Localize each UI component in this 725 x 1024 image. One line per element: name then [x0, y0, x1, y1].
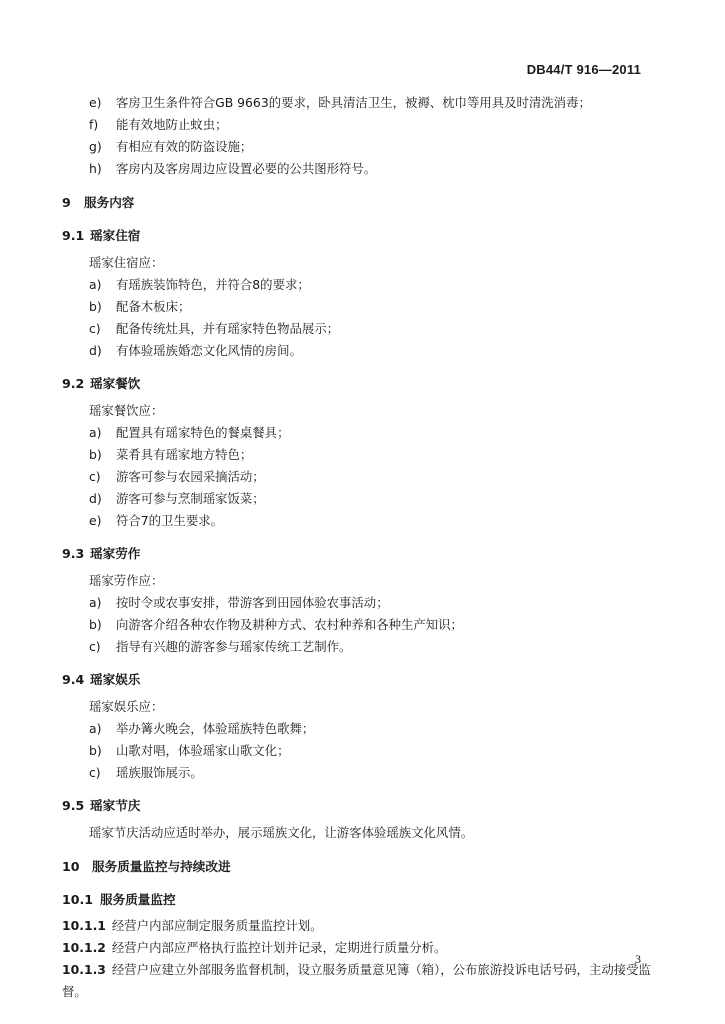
item-text: 菜肴具有瑶家地方特色；: [116, 447, 253, 462]
subsection-number: 10.1: [62, 892, 94, 907]
section-title: 服务内容: [84, 195, 135, 210]
list-item: [62, 158, 652, 180]
item-text: 配备传统灶具，并有瑶家特色物品展示；: [116, 321, 340, 336]
item-marker: a): [89, 595, 102, 610]
subsection-title: 瑶家餐饮: [90, 376, 141, 391]
page-number: 3: [635, 952, 641, 966]
item-text: 按时令或农事安排，带游客到田园体验农事活动；: [116, 595, 389, 610]
section-title: 服务质量监控与持续改进: [92, 859, 231, 874]
clause-text: 经营户应建立外部服务监督机制，设立服务质量意见簿（箱），公布旅游投诉电话号码，主动接受监督。: [62, 962, 651, 999]
item-text: 客房卫生条件符合GB 9663的要求，卧具清洁卫生，被褥、枕巾等用具及时清洗消毒；: [116, 95, 591, 110]
section-number: 9: [62, 195, 71, 210]
clause-text: 经营户内部应严格执行监控计划并记录，定期进行质量分析。: [111, 940, 447, 955]
subsection-number: 9.2: [62, 376, 85, 391]
subsection-heading: [62, 889, 652, 911]
item-text: 指导有兴趣的游客参与瑶家传统工艺制作。: [116, 639, 352, 654]
item-marker: b): [89, 447, 102, 462]
section-heading: [62, 856, 652, 878]
item-text: 有相应有效的防盗设施；: [116, 139, 253, 154]
item-text: 有瑶族装饰特色，并符合8的要求；: [116, 277, 310, 292]
subsection-number: 9.3: [62, 546, 85, 561]
subsection-heading: [62, 795, 652, 817]
item-marker: c): [89, 639, 101, 654]
clause-number: 10.1.2: [62, 940, 106, 955]
list-item: [62, 636, 652, 658]
list-item: [62, 466, 652, 488]
item-text: 瑶族服饰展示。: [116, 765, 203, 780]
list-item: [62, 340, 652, 362]
subsection-intro: 瑶家住宿应：: [89, 255, 164, 270]
subsection-heading: [62, 543, 652, 565]
list-item: [62, 318, 652, 340]
subsection-heading: [62, 669, 652, 691]
item-text: 游客可参与烹制瑶家饭菜；: [116, 491, 265, 506]
clause-paragraph: [62, 915, 652, 937]
item-marker: c): [89, 321, 101, 336]
item-text: 向游客介绍各种农作物及耕种方式、农村种养和各种生产知识；: [116, 617, 463, 632]
list-item: [62, 740, 652, 762]
item-text: 客房内及客房周边应设置必要的公共图形符号。: [116, 161, 377, 176]
subsection-title: 瑶家节庆: [90, 798, 141, 813]
section-heading: [62, 192, 652, 214]
item-marker: b): [89, 743, 102, 758]
clause-paragraph: [62, 937, 652, 959]
subsection-heading: [62, 225, 652, 247]
subsection-number: 9.1: [62, 228, 85, 243]
section-number: 10: [62, 859, 80, 874]
list-item: [62, 92, 652, 114]
clause-number: 10.1.1: [62, 918, 106, 933]
clause-paragraph: [62, 959, 652, 1003]
subsection-intro: 瑶家娱乐应：: [89, 699, 164, 714]
item-marker: a): [89, 425, 102, 440]
subsection-title: 瑶家住宿: [90, 228, 141, 243]
list-item: [62, 592, 652, 614]
item-text: 配备木板床；: [116, 299, 191, 314]
item-text: 游客可参与农园采摘活动；: [116, 469, 265, 484]
subsection-heading: [62, 373, 652, 395]
subsection-intro: 瑶家劳作应：: [89, 573, 164, 588]
subsection-number: 9.5: [62, 798, 85, 813]
subsection-intro: 瑶家餐饮应：: [89, 403, 164, 418]
clause-text: 经营户内部应制定服务质量监控计划。: [111, 918, 323, 933]
subsection-title: 瑶家劳作: [90, 546, 141, 561]
list-item: [62, 718, 652, 740]
item-text: 符合7的卫生要求。: [116, 513, 224, 528]
continued-list: [62, 92, 652, 180]
item-marker: c): [89, 765, 101, 780]
list-item: [62, 114, 652, 136]
item-marker: a): [89, 277, 102, 292]
item-marker: e): [89, 513, 102, 528]
list-item: [62, 274, 652, 296]
list-item: [62, 422, 652, 444]
item-marker: g): [89, 139, 102, 154]
item-marker: c): [89, 469, 101, 484]
item-marker: a): [89, 721, 102, 736]
item-marker: h): [89, 161, 102, 176]
list-item: [62, 614, 652, 636]
subsection-title: 瑶家娱乐: [90, 672, 141, 687]
list-item: [62, 136, 652, 158]
item-marker: e): [89, 95, 102, 110]
item-marker: f): [89, 117, 99, 132]
subsection-text: 瑶家节庆活动应适时举办，展示瑶族文化，让游客体验瑶族文化风情。: [89, 825, 474, 840]
list-item: [62, 444, 652, 466]
subsection-title: 服务质量监控: [100, 892, 176, 907]
item-marker: d): [89, 491, 102, 506]
item-text: 能有效地防止蚊虫；: [116, 117, 228, 132]
item-text: 配置具有瑶家特色的餐桌餐具；: [116, 425, 290, 440]
item-text: 山歌对唱，体验瑶家山歌文化；: [116, 743, 290, 758]
item-text: 有体验瑶族婚恋文化风情的房间。: [116, 343, 302, 358]
item-marker: b): [89, 299, 102, 314]
list-item: [62, 488, 652, 510]
list-item: [62, 510, 652, 532]
item-marker: d): [89, 343, 102, 358]
clause-number: 10.1.3: [62, 962, 106, 977]
item-text: 举办篝火晚会，体验瑶族特色歌舞；: [116, 721, 315, 736]
subsection-number: 9.4: [62, 672, 85, 687]
list-item: [62, 762, 652, 784]
standard-code: DB44/T 916—2011: [526, 62, 641, 77]
list-item: [62, 296, 652, 318]
page-content: [62, 92, 652, 1003]
item-marker: b): [89, 617, 102, 632]
